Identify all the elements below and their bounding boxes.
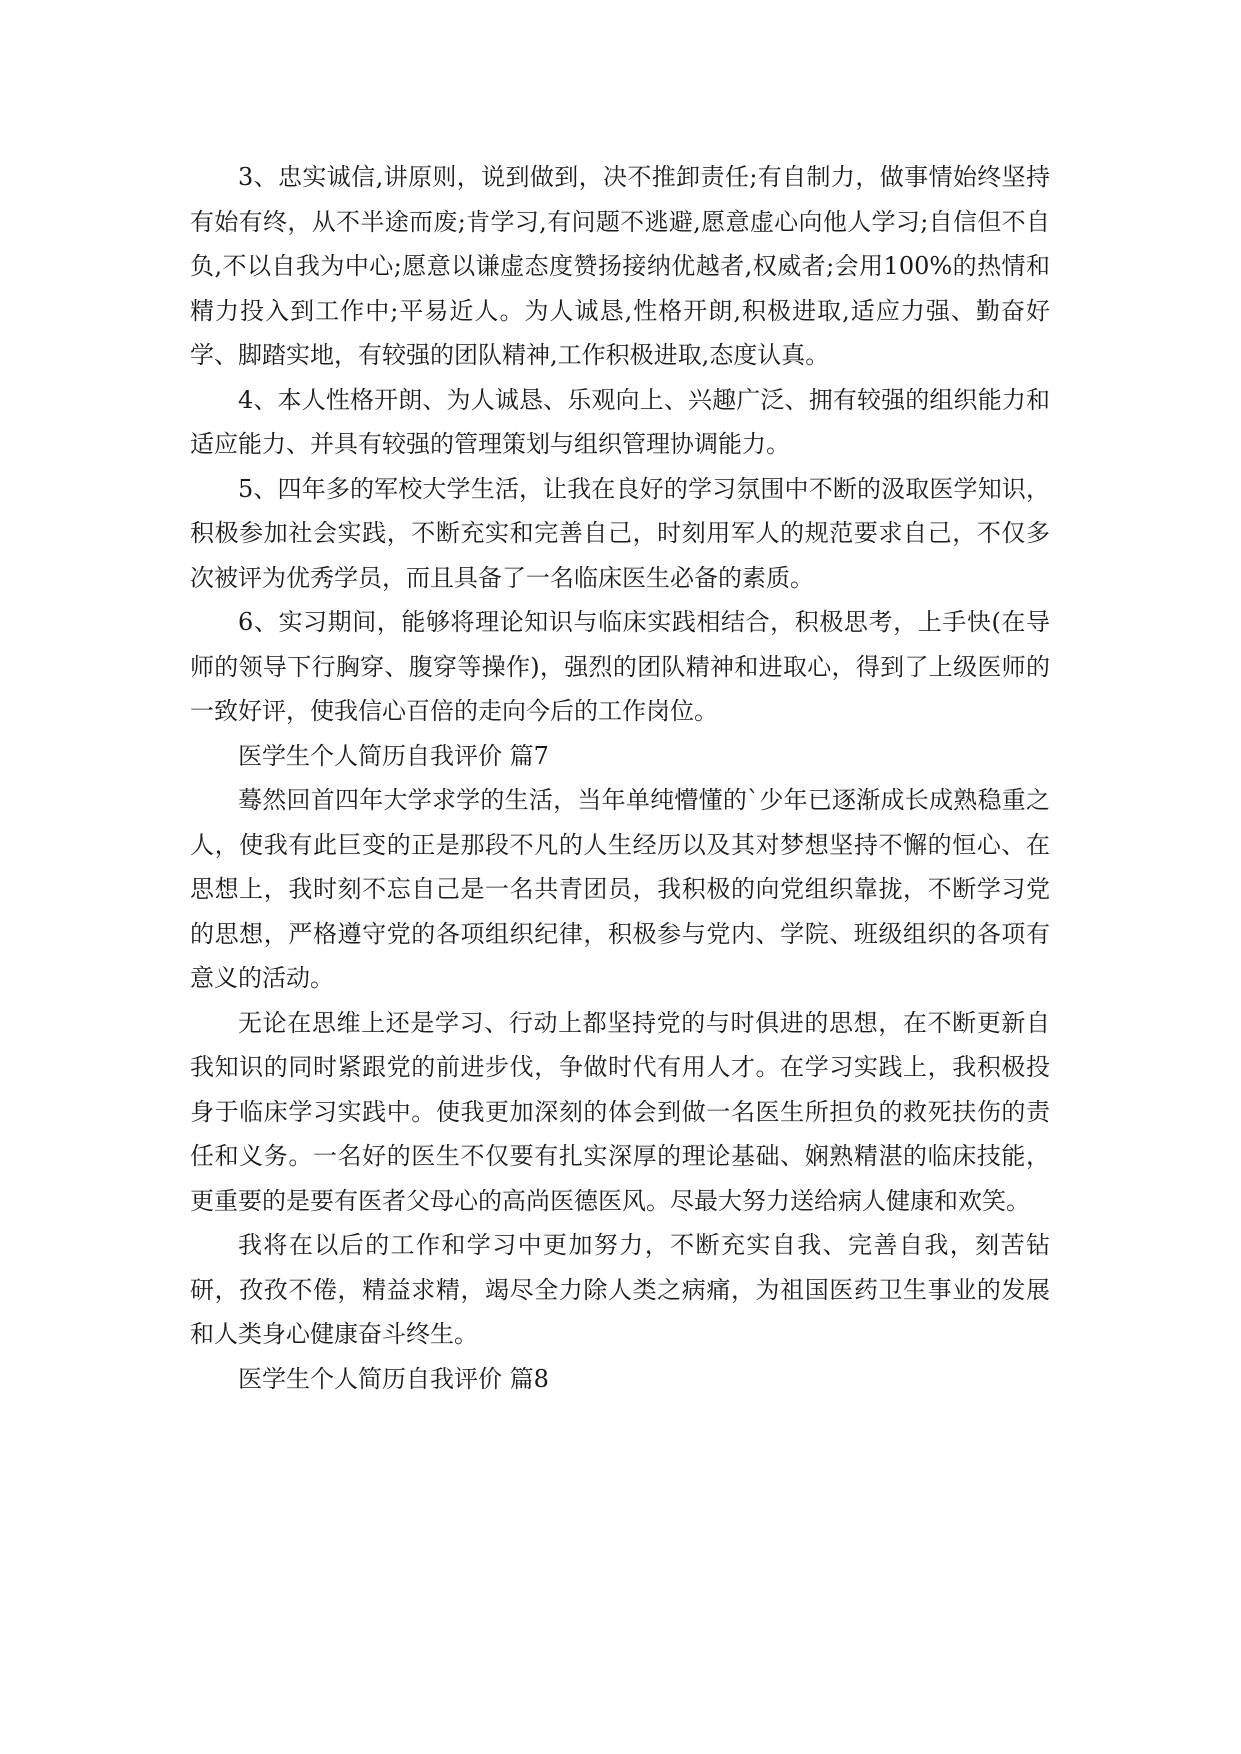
document-body <box>190 155 1050 1401</box>
section-7-paragraph: 我将在以后的工作和学习中更加努力，不断充实自我、完善自我，刻苦钻研，孜孜不倦，精益求精，竭尽全力除人类之病痛，为祖国医药卫生事业的发展和人类身心健康奋斗终生。 <box>190 1231 1050 1348</box>
section-7-heading: 医学生个人简历自我评价 篇7 <box>238 741 549 770</box>
paragraph-item-5: 5、四年多的军校大学生活，让我在良好的学习氛围中不断的汲取医学知识，积极参加社会实践，不断充实和完善自己，时刻用军人的规范要求自己，不仅多次被评为优秀学员，而且具备了一名临床医生必备的素质。 <box>190 474 1050 592</box>
paragraph-item-6: 6、实习期间，能够将理论知识与临床实践相结合，积极思考，上手快(在导师的领导下行胸穿、腹穿等操作)，强烈的团队精神和进取心，得到了上级医师的一致好评，使我信心百倍的走向今后的工作岗位。 <box>190 608 1050 725</box>
paragraph-item-4: 4、本人性格开朗、为人诚恳、乐观向上、兴趣广泛、拥有较强的组织能力和适应能力、并具有较强的管理策划与组织管理协调能力。 <box>190 385 1050 458</box>
section-7-paragraph: 无论在思维上还是学习、行动上都坚持党的与时俱进的思想，在不断更新自我知识的同时紧跟党的前进步伐，争做时代有用人才。在学习实践上，我积极投身于临床学习实践中。使我更加深刻的体会到做一名医生所担负的救死扶伤的责任和义务。一名好的医生不仅要有扎实深厚的理论基础、娴熟精湛的临床技能，更重要的是要有医者父母心的高尚医德医风。尽最大努力送给病人健康和欢笑。 <box>190 1008 1050 1215</box>
section-7-paragraph: 蓦然回首四年大学求学的生活，当年单纯懵懂的`少年已逐渐成长成熟稳重之人，使我有此巨变的正是那段不凡的人生经历以及其对梦想坚持不懈的恒心、在思想上，我时刻不忘自己是一名共青团员，我积极的向党组织靠拢，不断学习党的思想，严格遵守党的各项组织纪律，积极参与党内、学院、班级组织的各项有意义的活动。 <box>190 786 1050 992</box>
paragraph-item-3: 3、忠实诚信,讲原则，说到做到，决不推卸责任;有自制力，做事情始终坚持有始有终，从不半途而废;肯学习,有问题不逃避,愿意虚心向他人学习;自信但不自负,不以自我为中心;愿意以谦虚态度赞扬接纳优越者,权威者;会用100%的热情和精力投入到工作中;平易近人。为人诚恳,性格开朗,积极进取,适应力强、勤奋好学、脚踏实地，有较强的团队精神,工作积极进取,态度认真。 <box>190 163 1050 369</box>
section-8-heading: 医学生个人简历自我评价 篇8 <box>238 1364 549 1393</box>
